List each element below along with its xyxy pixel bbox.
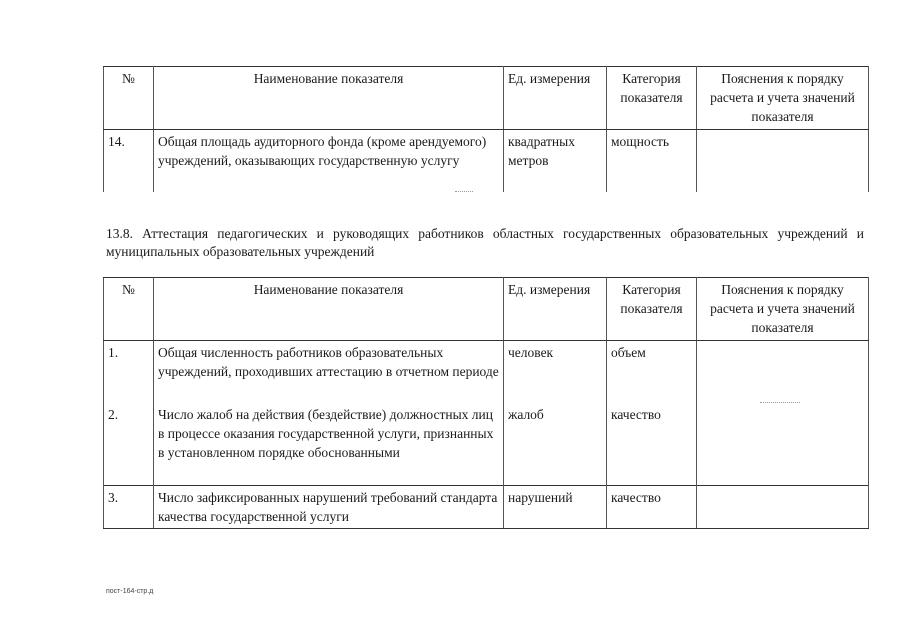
scan-speck [760, 402, 800, 404]
row-name: Общая площадь аудиторного фонда (кроме арендуемого) учреждений, оказывающих государственную услугу [154, 130, 504, 193]
row-unit: нарушений [504, 486, 607, 529]
section-heading: 13.8. Аттестация педагогических и руководящих работников областных государственных образовательных учреждений и муниципальных образовательных учреждений [106, 226, 864, 259]
row-name: Число жалоб на действия (бездействие) должностных лиц в процессе оказания государственной услуги, признанных в установленном порядке обоснованными [154, 403, 504, 486]
row-notes [697, 130, 869, 193]
row-num: 3. [104, 486, 154, 529]
row-category: мощность [607, 130, 697, 193]
row-unit: жалоб [504, 403, 607, 486]
row-num: 14. [104, 130, 154, 193]
indicator-table-2 [103, 277, 869, 529]
row-notes [697, 403, 869, 486]
row-notes [697, 486, 869, 529]
table-header-row [104, 67, 869, 130]
row-category: качество [607, 486, 697, 529]
col-header-category: Категория показателя [607, 67, 697, 130]
table-row [104, 130, 869, 193]
table-row [104, 403, 869, 486]
row-unit: квадратных метров [504, 130, 607, 193]
indicator-table-1 [103, 66, 869, 192]
col-header-notes: Пояснения к порядку расчета и учета значений показателя [697, 67, 869, 130]
col-header-name: Наименование показателя [154, 278, 504, 341]
col-header-num: № [104, 278, 154, 341]
row-num: 2. [104, 403, 154, 486]
col-header-num: № [104, 67, 154, 130]
row-notes [697, 341, 869, 404]
scan-speck [455, 191, 473, 193]
row-unit: человек [504, 341, 607, 404]
row-category: качество [607, 403, 697, 486]
col-header-notes: Пояснения к порядку расчета и учета значений показателя [697, 278, 869, 341]
table-row [104, 341, 869, 404]
row-category: объем [607, 341, 697, 404]
footer-note: пост-164-стр.д [106, 588, 154, 595]
col-header-name: Наименование показателя [154, 67, 504, 130]
col-header-unit: Ед. измерения [504, 67, 607, 130]
col-header-unit: Ед. измерения [504, 278, 607, 341]
table-header-row [104, 278, 869, 341]
row-name: Число зафиксированных нарушений требований стандарта качества государственной услуги [154, 486, 504, 529]
col-header-category: Категория показателя [607, 278, 697, 341]
row-num: 1. [104, 341, 154, 404]
row-name: Общая численность работников образовательных учреждений, проходивших аттестацию в отчетном периоде [154, 341, 504, 404]
table-row [104, 486, 869, 529]
